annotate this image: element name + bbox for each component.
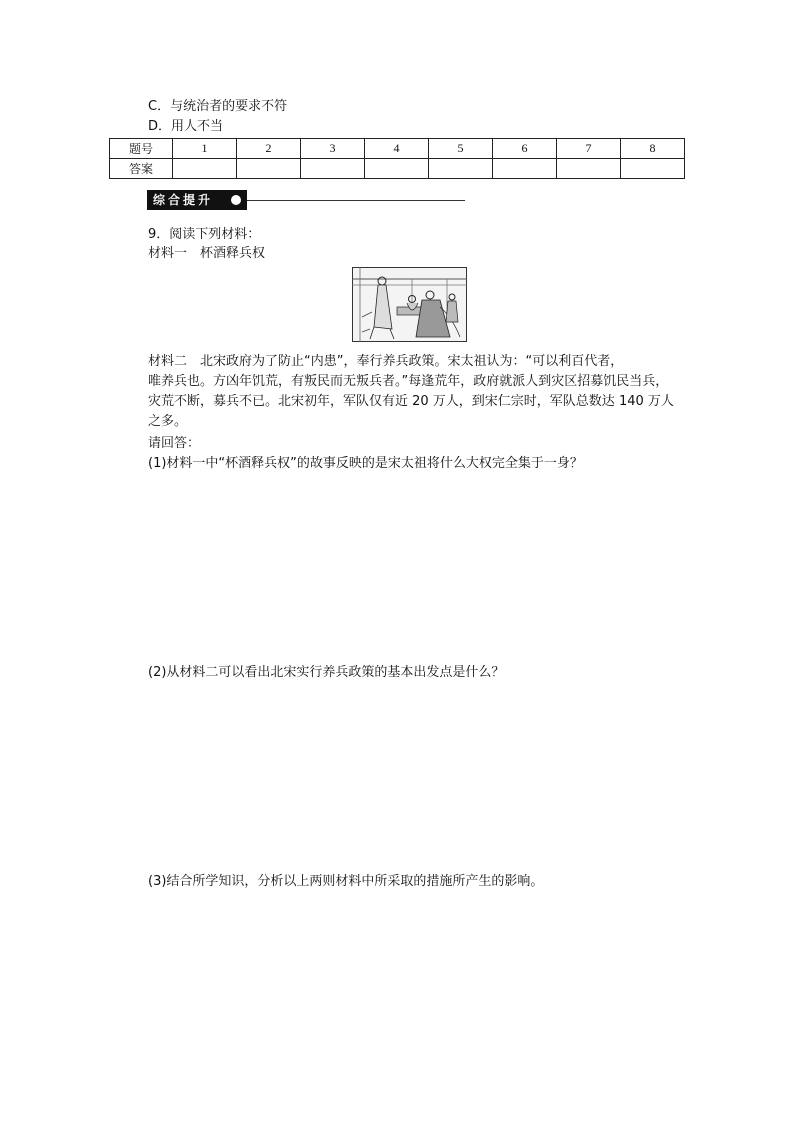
answer-cell-8[interactable] xyxy=(621,159,685,179)
answer-cell-4[interactable] xyxy=(365,159,429,179)
question-number-2: 2 xyxy=(237,139,301,159)
option-d: D．用人不当 xyxy=(148,119,224,134)
sub-question-2: (2)从材料二可以看出北宋实行养兵政策的基本出发点是什么？ xyxy=(148,665,505,680)
question-number-3: 3 xyxy=(301,139,365,159)
answer-prompt: 请回答： xyxy=(148,436,201,451)
sub-question-3: (3)结合所学知识，分析以上两则材料中所采取的措施所产生的影响。 xyxy=(148,874,544,889)
question-number-1: 1 xyxy=(173,139,237,159)
answer-cell-5[interactable] xyxy=(429,159,493,179)
question-number-8: 8 xyxy=(621,139,685,159)
option-c: C．与统治者的要求不符 xyxy=(148,99,288,114)
question-9-intro: 9．阅读下列材料： xyxy=(148,227,261,242)
material-1-label: 材料一 杯酒释兵权 xyxy=(148,246,266,261)
question-number-7: 7 xyxy=(557,139,621,159)
material-2-paragraph xyxy=(148,352,678,432)
bullet-dot-icon xyxy=(231,195,241,205)
section-banner xyxy=(147,190,247,210)
question-number-4: 4 xyxy=(365,139,429,159)
section-title: 综合提升 xyxy=(153,193,214,207)
section-divider xyxy=(247,200,465,201)
question-number-header: 题号 xyxy=(110,139,173,159)
table-row xyxy=(110,159,685,179)
material-2-line-4: 之多。 xyxy=(148,414,188,429)
sub-question-1: (1)材料一中“杯酒释兵权”的故事反映的是宋太祖将什么大权完全集于一身？ xyxy=(148,456,583,471)
material-2-line-3: 灾荒不断，募兵不已。北宋初年，军队仅有近 20 万人，到宋仁宗时，军队总数达 140 万人 xyxy=(148,394,674,409)
question-number-6: 6 xyxy=(493,139,557,159)
banquet-illustration-image xyxy=(352,267,467,342)
answer-table xyxy=(109,138,685,179)
answer-cell-3[interactable] xyxy=(301,159,365,179)
answer-cell-7[interactable] xyxy=(557,159,621,179)
material-2-line-1: 材料二 北宋政府为了防止“内患”，奉行养兵政策。宋太祖认为：“可以利百代者， xyxy=(148,354,624,369)
answer-cell-1[interactable] xyxy=(173,159,237,179)
question-number-5: 5 xyxy=(429,139,493,159)
answer-cell-2[interactable] xyxy=(237,159,301,179)
answer-cell-6[interactable] xyxy=(493,159,557,179)
table-row xyxy=(110,139,685,159)
material-2-line-2: 唯养兵也。方凶年饥荒，有叛民而无叛兵者。”每逢荒年，政府就派人到灾区招募饥民当兵， xyxy=(148,374,669,389)
answer-header: 答案 xyxy=(110,159,173,179)
